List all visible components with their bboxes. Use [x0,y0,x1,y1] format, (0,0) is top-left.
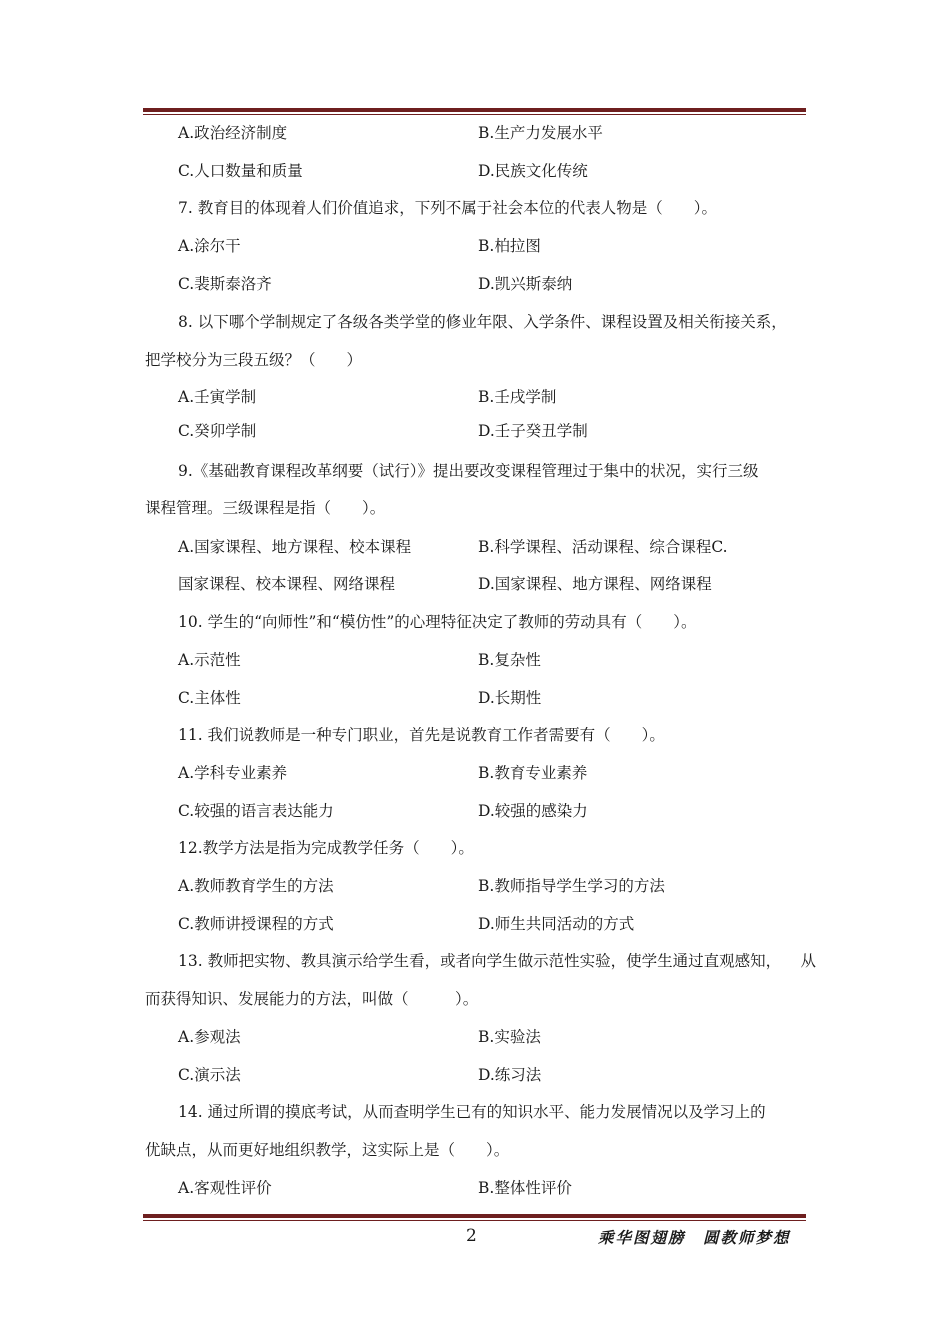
header-rule [143,108,806,115]
q7-stem: 7. 教育目的体现着人们价值追求，下列不属于社会本位的代表人物是（ ）。 [178,199,717,217]
q8-stem-line2: 把学校分为三段五级？（ ） [145,351,363,369]
q9-option-d: D.国家课程、地方课程、网络课程 [478,575,712,593]
q6-option-a: A.政治经济制度 [178,124,288,142]
q11-option-b: B.教育专业素养 [478,764,588,782]
q7-option-d: D.凯兴斯泰纳 [478,275,573,293]
q12-option-b: B.教师指导学生学习的方法 [478,877,665,895]
footer-rule [143,1214,806,1221]
q6-option-c: C.人口数量和质量 [178,162,303,180]
q7-option-b: B.柏拉图 [478,237,541,255]
q13-option-b: B.实验法 [478,1028,541,1046]
q7-option-a: A.涂尔干 [178,237,241,255]
q9-option-c: 国家课程、校本课程、网络课程 [178,575,396,593]
q8-stem-line1: 8. 以下哪个学制规定了各级各类学堂的修业年限、入学条件、课程设置及相关衔接关系， [178,313,787,331]
q10-option-a: A.示范性 [178,651,241,669]
q13-stem-line1-main: 13. 教师把实物、教具演示给学生看，或者向学生做示范性实验，使学生通过直观感知， [178,952,782,970]
q8-option-d: D.壬子癸丑学制 [478,422,588,440]
q13-option-d: D.练习法 [478,1066,542,1084]
q13-stem-line1-end: 从 [800,952,816,970]
q11-option-c: C.较强的语言表达能力 [178,802,334,820]
q10-option-c: C.主体性 [178,689,241,707]
q6-option-d: D.民族文化传统 [478,162,588,180]
page-number: 2 [466,1226,477,1246]
q12-option-d: D.师生共同活动的方式 [478,915,635,933]
q6-option-b: B.生产力发展水平 [478,124,603,142]
q9-option-b: B.科学课程、活动课程、综合课程C. [478,538,728,556]
q13-option-a: A.参观法 [178,1028,241,1046]
q11-option-a: A.学科专业素养 [178,764,288,782]
q11-option-d: D.较强的感染力 [478,802,588,820]
q13-stem-line1 [178,951,816,971]
q12-stem: 12.教学方法是指为完成教学任务（ ）。 [178,839,474,857]
q10-option-b: B.复杂性 [478,651,541,669]
q14-stem-line2: 优缺点，从而更好地组织教学，这实际上是（ ）。 [145,1141,510,1159]
q12-option-a: A.教师教育学生的方法 [178,877,334,895]
q9-option-a: A.国家课程、地方课程、校本课程 [178,538,412,556]
q14-stem-line1: 14. 通过所谓的摸底考试，从而查明学生已有的知识水平、能力发展情况以及学习上的 [178,1103,766,1121]
q14-option-a: A.客观性评价 [178,1179,272,1197]
q8-option-b: B.壬戌学制 [478,388,557,406]
q10-stem: 10. 学生的“向师性”和“模仿性”的心理特征决定了教师的劳动具有（ ）。 [178,613,697,631]
q9-stem-line1: 9.《基础教育课程改革纲要（试行）》提出要改变课程管理过于集中的状况，实行三级 [178,462,759,480]
q10-option-d: D.长期性 [478,689,542,707]
footer-slogan: 乘华图翅膀 圆教师梦想 [598,1228,791,1247]
q12-option-c: C.教师讲授课程的方式 [178,915,334,933]
q11-stem: 11. 我们说教师是一种专门职业，首先是说教育工作者需要有（ ）。 [178,726,665,744]
q9-stem-line2: 课程管理。三级课程是指（ ）。 [145,499,386,517]
q7-option-c: C.裴斯泰洛齐 [178,275,272,293]
q14-option-b: B.整体性评价 [478,1179,572,1197]
q13-stem-line2: 而获得知识、发展能力的方法，叫做（ ）。 [145,990,479,1008]
q8-option-c: C.癸卯学制 [178,422,257,440]
q13-option-c: C.演示法 [178,1066,241,1084]
q8-option-a: A.壬寅学制 [178,388,257,406]
